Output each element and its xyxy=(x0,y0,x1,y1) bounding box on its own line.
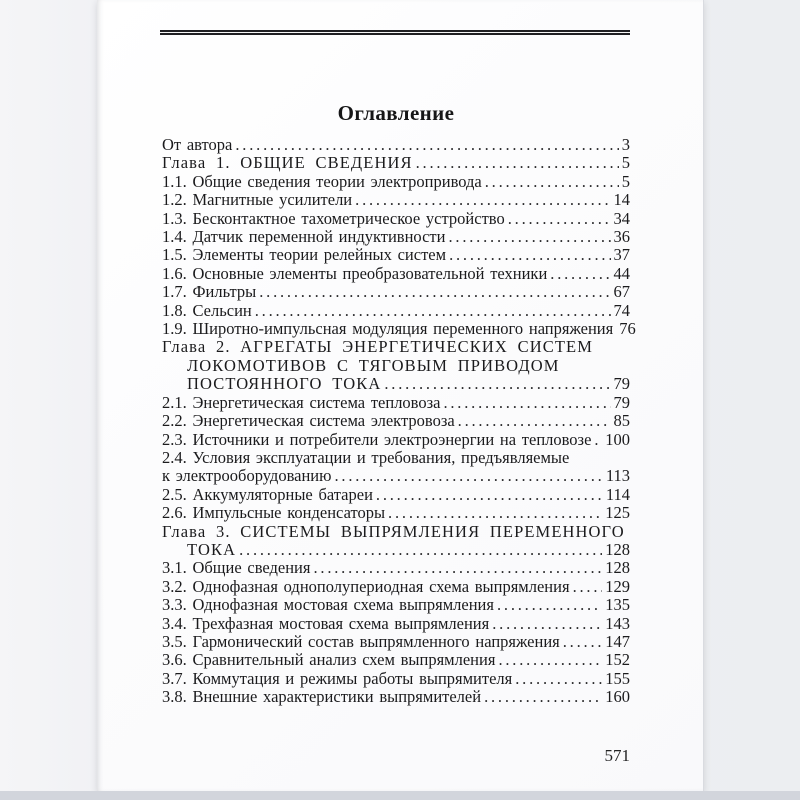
toc-page-number: 67 xyxy=(613,282,630,302)
dot-leader xyxy=(563,633,603,651)
toc-entry-label: 3.7. Коммутация и режимы работы выпрямителя xyxy=(162,668,513,688)
dot-leader xyxy=(334,467,602,485)
toc-entry xyxy=(162,486,630,504)
toc-list xyxy=(162,135,636,707)
toc-entry xyxy=(162,596,630,614)
dot-leader xyxy=(416,154,619,172)
toc-entry xyxy=(162,283,630,301)
toc-entry-label: 3.6. Сравнительный анализ схем выпрямления xyxy=(162,650,496,670)
toc-entry xyxy=(162,210,630,228)
bottom-edge-strip xyxy=(0,791,800,800)
toc-entry xyxy=(162,228,630,246)
toc-entry-line xyxy=(162,154,630,172)
toc-entry-label: 2.1. Энергетическая система тепловоза xyxy=(162,392,441,412)
toc-entry-label: 1.6. Основные элементы преобразовательной техники xyxy=(162,263,548,283)
toc-entry xyxy=(162,651,630,669)
toc-entry-line xyxy=(162,394,630,412)
toc-page-number: 113 xyxy=(605,466,630,486)
toc-entry-line xyxy=(162,302,630,320)
toc-entry-line xyxy=(162,559,630,577)
toc-entry-label: 3.5. Гармонический состав выпрямленного напряжения xyxy=(162,631,560,651)
toc-entry-line xyxy=(162,467,630,485)
toc-entry-line xyxy=(162,670,630,688)
toc-entry-label: 3.2. Однофазная однополупериодная схема выпрямления xyxy=(162,576,570,596)
toc-entry-label: 1.2. Магнитные усилители xyxy=(162,190,353,210)
toc-entry-label: От автора xyxy=(162,135,233,154)
dot-leader xyxy=(497,596,602,614)
dot-leader xyxy=(458,412,611,430)
toc-entry-line xyxy=(162,136,630,154)
toc-entry-label: Глава 2. АГРЕГАТЫ ЭНЕРГЕТИЧЕСКИХ СИСТЕМ xyxy=(162,337,593,357)
toc-entry-label: 1.4. Датчик переменной индуктивности xyxy=(162,227,446,247)
toc-page-number: 135 xyxy=(605,595,630,615)
toc-entry xyxy=(162,136,630,154)
toc-entry xyxy=(162,504,630,522)
book-page-number: 571 xyxy=(604,746,630,765)
toc-page-number: 3 xyxy=(621,135,630,154)
toc-entry-line xyxy=(162,412,630,430)
toc-entry xyxy=(162,615,630,633)
toc-entry-label: 3.1. Общие сведения xyxy=(162,558,311,578)
toc-entry-line xyxy=(187,541,630,559)
toc-page-number: 125 xyxy=(605,503,630,523)
toc-entry xyxy=(162,633,630,651)
toc-entry xyxy=(162,173,630,191)
toc-entry-line xyxy=(162,486,630,504)
toc-entry-label: 1.8. Сельсин xyxy=(162,300,252,320)
toc-page-number: 37 xyxy=(613,245,630,265)
dot-leader xyxy=(448,228,610,246)
toc-entry-label: 2.6. Импульсные конденсаторы xyxy=(162,503,386,523)
toc-page-number: 76 xyxy=(619,319,636,339)
toc-entry xyxy=(162,559,630,577)
toc-entry-line xyxy=(162,173,630,191)
toc-page-number: 36 xyxy=(613,227,630,247)
toc-entry-line xyxy=(162,449,630,467)
dot-leader xyxy=(484,688,602,706)
toc-entry-line xyxy=(162,504,630,522)
toc-page-number: 128 xyxy=(605,539,630,559)
toc-entry-line xyxy=(162,688,630,706)
toc-page-number: 128 xyxy=(605,558,630,578)
toc-entry-label: 1.7. Фильтры xyxy=(162,282,257,302)
toc-page-number: 85 xyxy=(613,411,630,431)
dot-leader xyxy=(508,210,611,228)
toc-entry-line xyxy=(162,210,630,228)
dot-leader xyxy=(313,559,602,577)
toc-page-number: 79 xyxy=(613,392,630,412)
toc-entry-line xyxy=(187,357,630,375)
toc-entry-line xyxy=(162,319,636,339)
dot-leader xyxy=(235,136,618,154)
toc-page-number: 5 xyxy=(621,153,630,173)
toc-entry-label: 3.4. Трехфазная мостовая схема выпрямления xyxy=(162,613,490,633)
toc-entry xyxy=(162,302,630,320)
toc-entry-label: Глава 1. ОБЩИЕ СВЕДЕНИЯ xyxy=(162,153,413,173)
toc-page-number: 129 xyxy=(605,576,630,596)
toc-page-number: 44 xyxy=(613,263,630,283)
toc-entry-label: к электрооборудованию xyxy=(162,466,332,486)
toc-page-number: 34 xyxy=(613,208,630,228)
dot-leader xyxy=(449,246,610,264)
toc-entry xyxy=(162,431,630,449)
toc-entry-label: 2.4. Условия эксплуатации и требования, предъявляемые xyxy=(162,447,570,467)
toc-entry-line xyxy=(162,596,630,614)
toc-entry-label: 1.3. Бесконтактное тахометрическое устройство xyxy=(162,208,505,228)
top-double-rule xyxy=(160,30,630,35)
toc-entry xyxy=(162,191,630,209)
toc-entry-label: 3.3. Однофазная мостовая схема выпрямления xyxy=(162,595,494,615)
toc-entry-label: ТОКА xyxy=(187,539,237,559)
toc-entry-label: 1.1. Общие сведения теории электропривода xyxy=(162,171,482,191)
dot-leader xyxy=(515,670,602,688)
toc-page-number: 152 xyxy=(605,650,630,670)
toc-entry-line xyxy=(162,191,630,209)
toc-entry xyxy=(162,578,630,596)
toc-entry-label: 1.5. Элементы теории релейных систем xyxy=(162,245,447,265)
toc-entry-line xyxy=(162,431,630,449)
dot-leader xyxy=(376,486,603,504)
toc-entry xyxy=(162,523,630,560)
dot-leader xyxy=(550,265,610,283)
toc-page-number: 155 xyxy=(605,668,630,688)
toc-entry-label: ПОСТОЯННОГО ТОКА xyxy=(187,374,382,394)
toc-entry-label: 3.8. Внешние характеристики выпрямителей xyxy=(162,687,482,707)
dot-leader xyxy=(239,541,602,559)
toc-page-number: 79 xyxy=(613,374,630,394)
toc-entry xyxy=(162,688,630,706)
dot-leader xyxy=(498,651,602,669)
toc-entry-line xyxy=(162,615,630,633)
dot-leader xyxy=(259,283,610,301)
toc-entry-line xyxy=(162,633,630,651)
toc-entry-line xyxy=(162,246,630,264)
toc-entry-label: 2.5. Аккумуляторные батареи xyxy=(162,484,373,504)
toc-entry-line xyxy=(162,578,630,596)
toc-entry xyxy=(162,265,630,283)
toc-entry-line xyxy=(162,651,630,669)
toc-title: Оглавление xyxy=(337,101,455,125)
toc-entry-line xyxy=(162,523,630,541)
toc-entry xyxy=(162,154,630,172)
toc-page-number: 160 xyxy=(605,687,630,707)
dot-leader xyxy=(388,504,602,522)
toc-entry xyxy=(162,319,636,339)
toc-entry xyxy=(162,670,630,688)
dot-leader xyxy=(594,431,602,449)
toc-entry xyxy=(162,394,630,412)
dot-leader xyxy=(485,173,619,191)
toc-page-number: 74 xyxy=(613,300,630,320)
toc-page-number: 114 xyxy=(605,484,630,504)
toc-entry-line xyxy=(162,338,630,356)
dot-leader xyxy=(573,578,603,596)
toc-entry-label: 2.2. Энергетическая система электровоза xyxy=(162,411,455,431)
toc-entry xyxy=(162,412,630,430)
toc-entry-label: 2.3. Источники и потребители электроэнергии на тепловозе xyxy=(162,429,592,449)
toc-entry xyxy=(162,449,630,486)
toc-entry xyxy=(162,246,630,264)
dot-leader xyxy=(255,302,611,320)
toc-entry xyxy=(162,338,630,393)
toc-page-number: 143 xyxy=(605,613,630,633)
toc-entry-line xyxy=(187,375,630,393)
dot-leader xyxy=(384,375,610,393)
toc-page-number: 5 xyxy=(621,171,630,191)
dot-leader xyxy=(492,615,602,633)
toc-page-number: 147 xyxy=(605,631,630,651)
book-page xyxy=(97,0,704,792)
toc-entry-line xyxy=(162,228,630,246)
toc-entry-line xyxy=(162,283,630,301)
toc-entry-label: 1.9. Широтно-импульсная модуляция переменного напряжения xyxy=(162,319,614,339)
toc-entry-label: Глава 3. СИСТЕМЫ ВЫПРЯМЛЕНИЯ ПЕРЕМЕННОГО xyxy=(162,521,625,541)
toc-page-number: 100 xyxy=(605,429,630,449)
toc-entry-line xyxy=(162,265,630,283)
toc-entry-label: ЛОКОМОТИВОВ С ТЯГОВЫМ ПРИВОДОМ xyxy=(187,355,560,375)
dot-leader xyxy=(355,191,610,209)
dot-leader xyxy=(443,394,610,412)
toc-page-number: 14 xyxy=(613,190,630,210)
